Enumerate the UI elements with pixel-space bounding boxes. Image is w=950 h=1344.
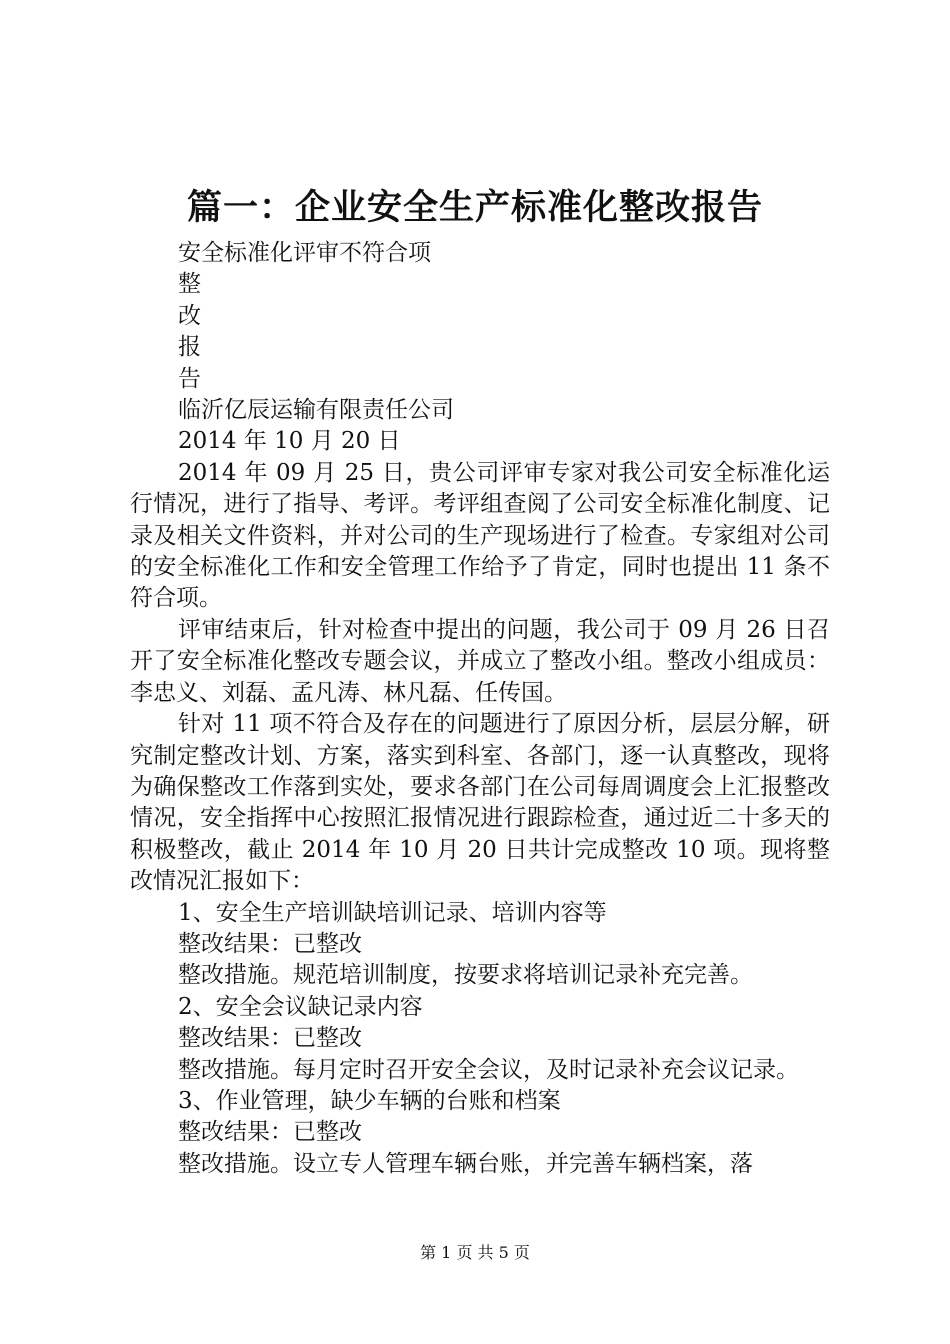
subtitle-char: 告 — [178, 365, 201, 392]
item-result: 整改结果：已整改 — [178, 1025, 362, 1052]
subtitle-char: 报 — [178, 334, 201, 361]
item-result: 整改结果：已整改 — [178, 930, 362, 957]
subtitle-line: 安全标准化评审不符合项 — [178, 240, 431, 266]
item-measure: 整改措施。规范培训制度，按要求将培训记录补充完善。 — [178, 962, 753, 989]
paragraph-meeting: 评审结束后，针对检查中提出的问题，我公司于 09 月 26 日召开了安全标准化整改专题会议，并成立了整改小组。整改小组成员：李忠义、刘磊、孟凡涛、林凡磊、任传国。 — [130, 616, 830, 706]
item-measure: 整改措施。设立专人管理车辆台账，并完善车辆档案，落 — [178, 1150, 753, 1177]
document-title: 篇一：企业安全生产标准化整改报告 — [186, 187, 763, 228]
subtitle-char: 整 — [178, 271, 201, 298]
page-footer: 第 1 页 共 5 页 — [420, 1243, 530, 1262]
subtitle-char: 改 — [178, 302, 201, 329]
paragraph-analysis: 针对 11 项不符合及存在的问题进行了原因分析，层层分解，研究制定整改计划、方案，落实到科室、各部门，逐一认真整改，现将为确保整改工作落到实处，要求各部门在公司每周调度会上汇报整改情况，安全指挥中心按照汇报情况进行跟踪检查，通过近二十多天的积极整改，截止 2014 年 10 月 20 日共计完成整改 10 项。现将整改情况汇报如下： — [130, 711, 830, 895]
company-name: 临沂亿辰运输有限责任公司 — [178, 397, 454, 424]
document-body — [130, 238, 830, 1180]
item-heading: 3、作业管理，缺少车辆的台账和档案 — [178, 1087, 561, 1114]
item-heading: 1、安全生产培训缺培训记录、培训内容等 — [178, 899, 607, 926]
item-heading: 2、安全会议缺记录内容 — [178, 993, 423, 1020]
report-date: 2014 年 10 月 20 日 — [178, 428, 401, 455]
paragraph-intro: 2014 年 09 月 25 日，贵公司评审专家对我公司安全标准化运行情况，进行了指导、考评。考评组查阅了公司安全标准化制度、记录及相关文件资料，并对公司的生产现场进行了检查。专家组对公司的安全标准化工作和安全管理工作给予了肯定，同时也提出 11 条不符合项。 — [130, 459, 830, 612]
item-result: 整改结果：已整改 — [178, 1119, 362, 1146]
item-measure: 整改措施。每月定时召开安全会议，及时记录补充会议记录。 — [178, 1056, 799, 1083]
